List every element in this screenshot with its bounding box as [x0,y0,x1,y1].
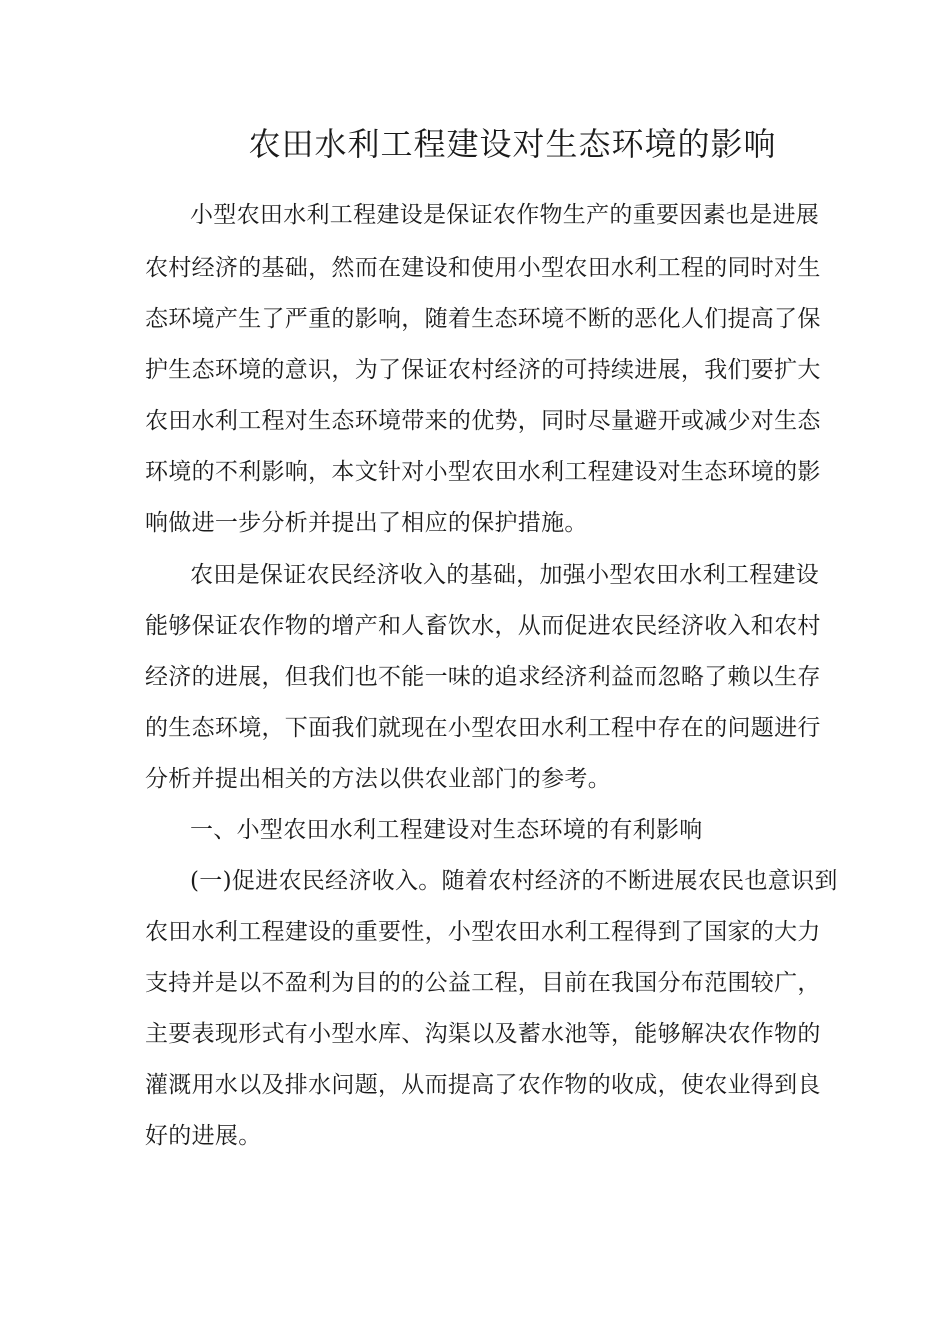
paragraph-2-line-2: 能够保证农作物的增产和人畜饮水，从而促进农民经济收入和农村 [145,613,821,639]
paragraph-3-line-5: 灌溉用水以及排水问题，从而提高了农作物的收成，使农业得到良 [145,1072,821,1098]
paragraph-1-line-6: 环境的不利影响，本文针对小型农田水利工程建设对生态环境的影 [145,459,821,485]
paragraph-3-line-4: 主要表现形式有小型水库、沟渠以及蓄水池等，能够解决农作物的 [145,1021,821,1047]
section-heading-1: 一、小型农田水利工程建设对生态环境的有利影响 [190,817,703,843]
paragraph-3-line-6: 好的进展。 [145,1123,262,1149]
paragraph-2-line-1: 农田是保证农民经济收入的基础，加强小型农田水利工程建设 [190,562,820,588]
paragraph-1-line-7: 响做进一步分析并提出了相应的保护措施。 [145,510,588,536]
paragraph-1-line-4: 护生态环境的意识，为了保证农村经济的可持续进展，我们要扩大 [145,357,821,383]
document-title: 农田水利工程建设对生态环境的影响 [248,125,777,163]
paragraph-1-line-3: 态环境产生了严重的影响，随着生态环境不断的恶化人们提高了保 [145,306,821,332]
paragraph-3-line-1: (一)促进农民经济收入。随着农村经济的不断进展农民也意识到 [190,868,838,894]
paragraph-1-line-2: 农村经济的基础，然而在建设和使用小型农田水利工程的同时对生 [145,255,821,281]
paragraph-2-line-4: 的生态环境，下面我们就现在小型农田水利工程中存在的问题进行 [145,715,821,741]
paragraph-2-line-3: 经济的进展，但我们也不能一味的追求经济利益而忽略了赖以生存 [145,664,821,690]
paragraph-3-line-3: 支持并是以不盈利为目的的公益工程，目前在我国分布范围较广， [145,970,821,996]
paragraph-2-line-5: 分析并提出相关的方法以供农业部门的参考。 [145,766,611,792]
paragraph-1-line-1: 小型农田水利工程建设是保证农作物生产的重要因素也是进展 [190,202,820,228]
paragraph-1-line-5: 农田水利工程对生态环境带来的优势，同时尽量避开或减少对生态 [145,408,821,434]
paragraph-3-line-2: 农田水利工程建设的重要性，小型农田水利工程得到了国家的大力 [145,919,821,945]
